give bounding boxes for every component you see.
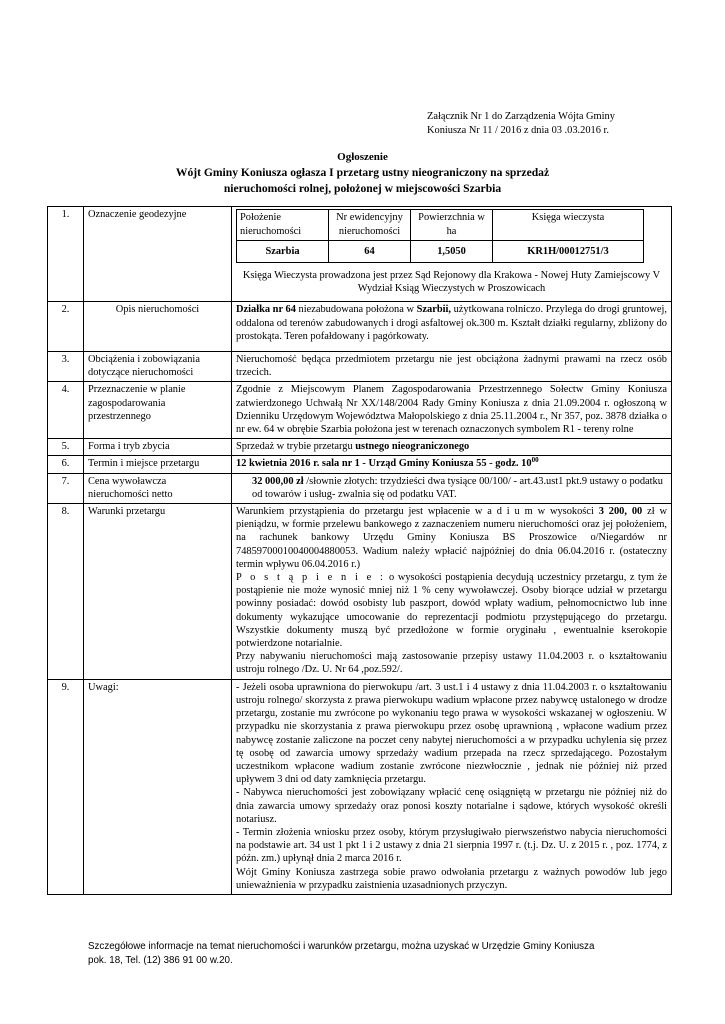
bid-increment-text: o wysokości postąpienia decydują uczestnicy przetargu, z tym że postąpienie nie może wynosić mniej niż 1 % ceny wywoławczej. Osoby biorące udział w przetargu powinny posiadać: dowód osobisty lub paszport, dowód wpłaty wadium, pełnomocnictwo lub inne dokumenty wykazujące umocowanie do reprezentacji podmiotu przystępującego do przetargu. Wszystkie dokumenty muszą być przedłożone w formie oryginału , ewentualnie kserokopie potwierdzone notarialnie. xyxy=(236,572,667,650)
row-number: 5. xyxy=(48,439,84,456)
row-number: 6. xyxy=(48,456,84,473)
details-table xyxy=(47,206,672,895)
row-number: 8. xyxy=(48,504,84,680)
row-label: Cena wywoławcza nieruchomości netto xyxy=(84,473,232,503)
announcement-heading xyxy=(90,150,635,197)
table-row xyxy=(48,207,672,302)
remarks-paragraph-1: - Jeżeli osoba uprawniona do pierwokupu /art. 3 ust.1 i 4 ustawy z dnia 11.04.2003 r. o kształtowaniu ustroju rolnego/ skorzysta z prawa pierwokupu wadium wpłacone przez nabywcę ustalonego w drodze przetargu, zostanie mu zwrócone po wykonaniu tego prawa w wysokości wskazanej w ogłoszeniu. W przypadku nie skorzystania z prawa pierwokupu przez osobę uprawnioną , wpłacone wadium przez nabywcę zostanie zaliczone na poczet ceny nabytej nieruchomości a w przypadku uchylenia się przez tę osobę od zawarcia umowy sprzedaży wadium przepada na rzecz sprzedającego. Pozostałym uczestnikom wpłacone wadium zostanie zwrócone niezwłocznie , jednak nie później niż przed upływem 3 dni od daty zamknięcia przetargu. xyxy=(236,681,667,786)
description-text: niezabudowana położona w xyxy=(295,304,417,316)
starting-price: 32 000,00 zł xyxy=(252,475,304,487)
table-row xyxy=(48,352,672,382)
row-number: 2. xyxy=(48,302,84,352)
sale-form-text: Sprzedaż w trybie przetargu xyxy=(236,441,356,453)
geodetic-header-row xyxy=(237,210,644,241)
row-number: 3. xyxy=(48,352,84,382)
row-label: Obciążenia i zobowiązania dotyczące nieruchomości xyxy=(84,352,232,382)
row-label: Warunki przetargu xyxy=(84,504,232,680)
table-row xyxy=(48,456,672,473)
row-number: 1. xyxy=(48,207,84,302)
deposit-amount: 3 200, 00 xyxy=(598,506,643,518)
deposit-details: zł w pieniądzu, w formie przelewu bankowego z zaznaczeniem numeru nieruchomości oraz jej położeniem, na rachunek bankowy Urzędu Gminy Koniusza BS Proszowice o/Niegardów nr 74859700010040004880053. Wadium należy wpłacić najpóźniej do dnia 06.04.2016 r. (ostateczny termin wpływu 06.04.2016 r.) xyxy=(236,506,667,570)
table-row xyxy=(48,382,672,439)
location-name: Szarbii, xyxy=(416,304,451,316)
footer-line-2: pok. 18, Tel. (12) 386 91 00 w.20. xyxy=(88,955,233,966)
starting-price-words: /słownie złotych: trzydzieści dwa tysiące 00/100/ - art.43.ust1 pkt.9 ustawy o podatku od towarów i usług- zwalnia się od podatku VAT. xyxy=(252,475,663,500)
geodetic-table xyxy=(236,209,644,263)
row-content xyxy=(232,439,672,456)
table-row xyxy=(48,504,672,680)
row-content xyxy=(232,207,672,302)
geodetic-value-parcel: 64 xyxy=(329,241,411,263)
table-row xyxy=(48,302,672,352)
row-number: 7. xyxy=(48,473,84,503)
deposit-text: Warunkiem przystąpienia do przetargu jest wpłacenie w a d i u m w wysokości xyxy=(236,506,599,518)
row-content xyxy=(232,504,672,680)
geodetic-header-area: Powierzchnia w ha xyxy=(411,210,493,241)
row-number: 9. xyxy=(48,679,84,894)
deposit-paragraph xyxy=(236,505,667,571)
geodetic-header-location: Położenie nieruchomości xyxy=(237,210,329,241)
geodetic-value-area: 1,5050 xyxy=(411,241,493,263)
auction-date-place: 12 kwietnia 2016 r. sala nr 1 - Urząd Gminy Koniusza 55 - godz. 10 xyxy=(236,458,532,470)
remarks-paragraph-3: - Termin złożenia wniosku przez osoby, którym przysługiwało pierwszeństwo nabycia nieruchomości na podstawie art. 34 ust 1 pkt 1 i 2 ustawy z dnia 21 sierpnia 1997 r. (t.j. Dz. U. z 2015 r. , poz. 1774, z późn. zm.) upłynął dnia 2 marca 2016 r. xyxy=(236,826,667,865)
row-label: Opis nieruchomości xyxy=(84,302,232,352)
attachment-line-2: Koniusza Nr 11 / 2016 z dnia 03 .03.2016 r. xyxy=(427,125,610,136)
row-content xyxy=(232,473,672,503)
bid-increment-label: P o s t ą p i e n i e : xyxy=(236,572,386,584)
row-label: Oznaczenie geodezyjne xyxy=(84,207,232,302)
bid-increment-paragraph xyxy=(236,571,667,650)
table-row xyxy=(48,679,672,894)
footer-info xyxy=(88,940,648,968)
geodetic-value-row xyxy=(237,241,644,263)
announcement-title-line-2: nieruchomości rolnej, położonej w miejscowości Szarbia xyxy=(223,182,502,195)
row-content xyxy=(232,456,672,473)
announcement-label: Ogłoszenie xyxy=(337,151,388,163)
row-content xyxy=(232,679,672,894)
row-label: Forma i tryb zbycia xyxy=(84,439,232,456)
geodetic-header-parcel: Nr ewidencyjny nieruchomości xyxy=(329,210,411,241)
auction-time-minutes: 00 xyxy=(531,456,539,465)
sale-form-mode: ustnego nieograniczonego xyxy=(355,441,470,453)
table-row xyxy=(48,439,672,456)
row-label: Uwagi: xyxy=(84,679,232,894)
announcement-title-line-1: Wójt Gminy Koniusza ogłasza I przetarg ustny nieograniczony na sprzedaż xyxy=(175,166,550,179)
table-row xyxy=(48,473,672,503)
row-content xyxy=(232,302,672,352)
geodetic-value-land-register: KR1H/00012751/3 xyxy=(493,241,644,263)
land-register-note: Księga Wieczysta prowadzona jest przez Sąd Rejonowy dla Krakowa - Nowej Huty Zamiejscowy V Wydział Ksiąg Wieczystych w Proszowicach xyxy=(242,270,661,295)
row-content: Nieruchomość będąca przedmiotem przetargu nie jest obciążona żadnymi prawami na rzecz osób trzecich. xyxy=(232,352,672,382)
legal-basis-paragraph: Przy nabywaniu nieruchomości mają zastosowanie przepisy ustawy 11.04.2003 r. o kształtowaniu ustroju rolnego /Dz. U. Nr 64 ,poz.592/. xyxy=(236,651,667,676)
row-content: Zgodnie z Miejscowym Planem Zagospodarowania Przestrzennego Sołectw Gminy Koniusza zatwierdzonego Uchwałą Nr XX/148/2004 Rady Gminy Koniusza z dnia 21.09.2004 r. ogłoszoną w Dzienniku Urzędowym Województwa Małopolskiego z dnia 25.11.2004 r., Nr 357, poz. 3878 działka o nr ew. 64 w obrębie Szarbia położona jest w terenach oznaczonych symbolem R1 - tereny rolne xyxy=(232,382,672,439)
attachment-note xyxy=(427,110,687,138)
parcel-number: Działka nr 64 xyxy=(236,304,296,316)
description-text-cont: użytkowana rolniczo. Przylega do drogi gruntowej, oddalona od terenów zabudowanych i drogi asfaltowej ok.300 m. Kształt działki regularny, zbliżony do prostokąta. Teren pofałdowany i pagórkowaty. xyxy=(236,304,667,342)
attachment-line-1: Załącznik Nr 1 do Zarządzenia Wójta Gminy xyxy=(427,111,615,122)
remarks-paragraph-4: Wójt Gminy Koniusza zastrzega sobie prawo odwołania przetargu z ważnych powodów lub jego unieważnienia w przypadku zaistnienia uzasadnionych przyczyn. xyxy=(236,866,667,891)
geodetic-value-location: Szarbia xyxy=(237,241,329,263)
footer-line-1: Szczegółowe informacje na temat nieruchomości i warunków przetargu, można uzyskać w Urzędzie Gminy Koniusza xyxy=(88,941,595,952)
geodetic-header-land-register: Księga wieczysta xyxy=(493,210,644,241)
row-label: Termin i miejsce przetargu xyxy=(84,456,232,473)
remarks-paragraph-2: - Nabywca nieruchomości jest zobowiązany wpłacić cenę osiągniętą w przetargu nie później niż do dnia zawarcia umowy sprzedaży oraz ponosi koszty notarialne i sądowe, których wysokość określi notariusz. xyxy=(236,787,667,825)
row-number: 4. xyxy=(48,382,84,439)
row-label: Przeznaczenie w planie zagospodarowania przestrzennego xyxy=(84,382,232,439)
